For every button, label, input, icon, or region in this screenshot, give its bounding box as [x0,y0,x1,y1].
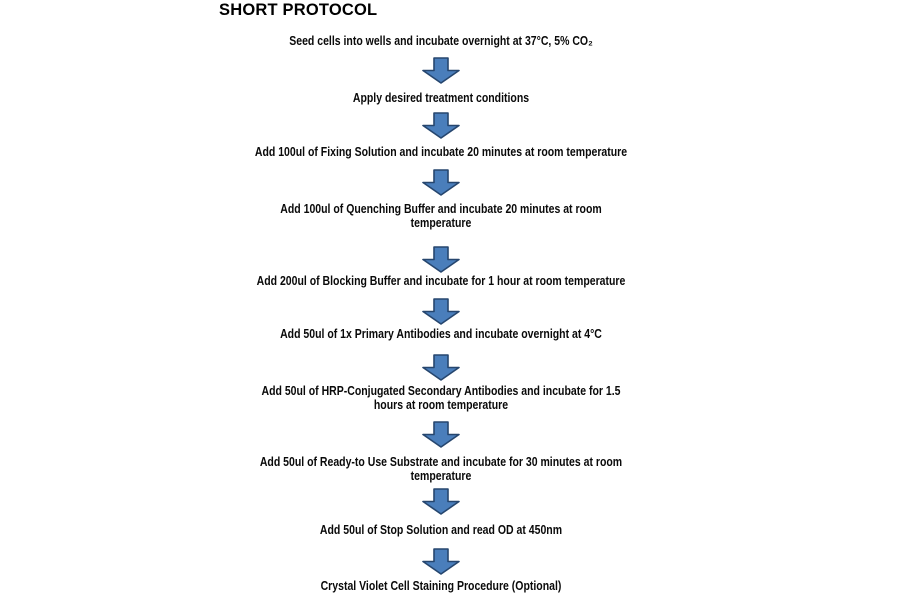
step-text: Seed cells into wells and incubate overnight at 37°C, 5% CO₂ [289,34,593,48]
protocol-step-3 [0,145,882,159]
step-text: Add 100ul of Quenching Buffer and incubate 20 minutes at room [280,202,602,216]
down-arrow-icon [422,548,460,575]
down-arrow-icon [422,57,460,84]
step-text: temperature [410,216,472,230]
step-text: Add 100ul of Fixing Solution and incubate 20 minutes at room temperature [254,145,628,159]
down-arrow-icon [422,169,460,196]
down-arrow-icon [422,246,460,273]
step-text: Add 200ul of Blocking Buffer and incubate for 1 hour at room temperature [256,274,626,288]
step-text: Add 50ul of HRP-Conjugated Secondary Antibodies and incubate for 1.5 [261,384,621,398]
down-arrow-icon [422,298,460,325]
protocol-step-6 [0,327,882,341]
down-arrow-icon [422,421,460,448]
protocol-step-7 [0,384,882,412]
step-text: hours at room temperature [373,398,509,412]
step-text: Add 50ul of 1x Primary Antibodies and incubate overnight at 4°C [280,327,602,341]
protocol-step-8 [0,455,882,483]
page-title: SHORT PROTOCOL [219,1,378,19]
step-text: temperature [410,469,472,483]
step-text: Add 50ul of Ready-to Use Substrate and incubate for 30 minutes at room [259,455,623,469]
step-text: Apply desired treatment conditions [352,91,530,105]
protocol-step-4 [0,202,882,230]
protocol-step-2 [0,91,882,105]
down-arrow-icon [422,354,460,381]
protocol-step-5 [0,274,882,288]
step-text: Add 50ul of Stop Solution and read OD at 450nm [319,523,563,537]
protocol-step-1 [0,34,882,48]
protocol-step-9 [0,523,882,537]
down-arrow-icon [422,488,460,515]
protocol-step-10 [0,579,882,593]
step-text: Crystal Violet Cell Staining Procedure (Optional) [320,579,562,593]
down-arrow-icon [422,112,460,139]
